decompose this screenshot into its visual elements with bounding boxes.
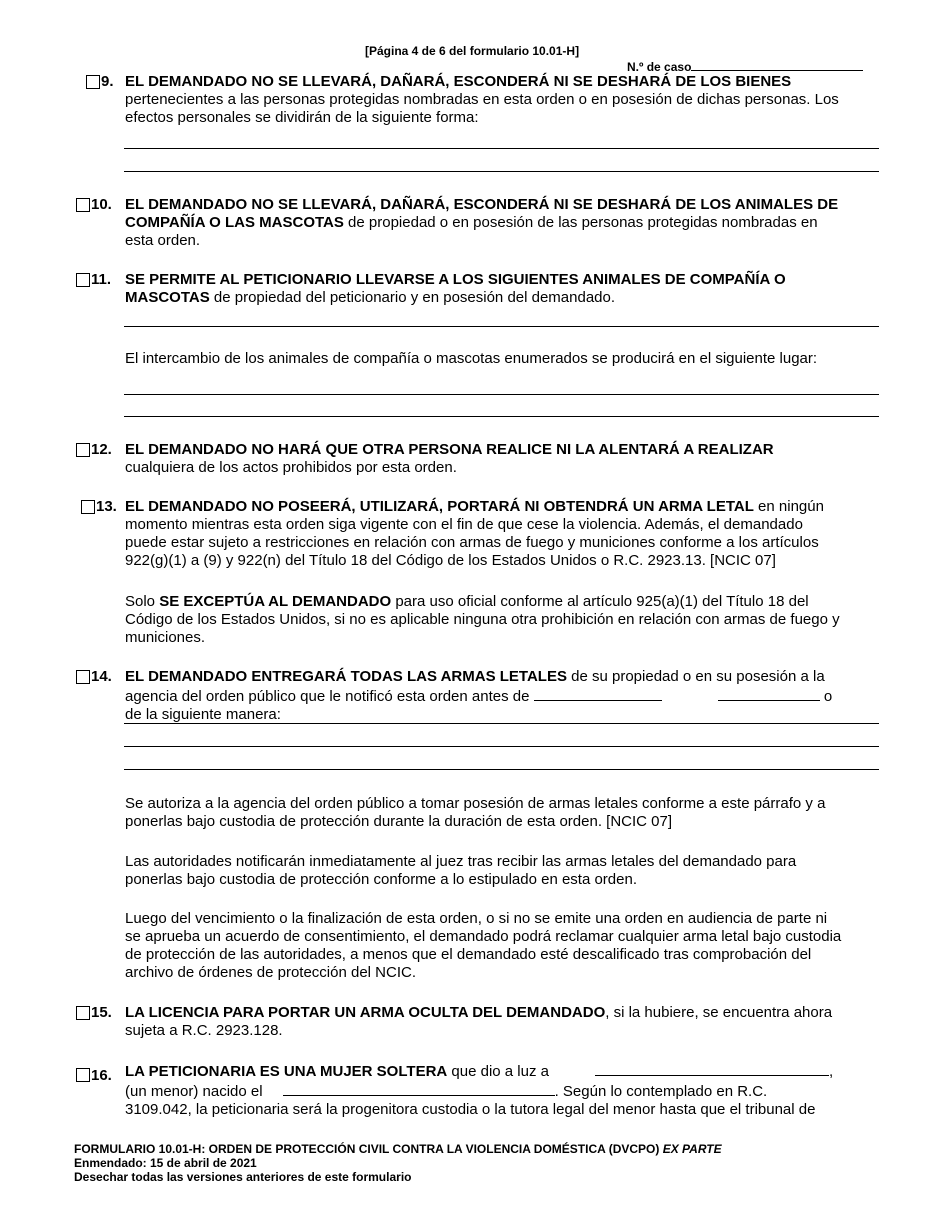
checkbox-item-10[interactable] — [76, 198, 90, 212]
item-9-line-2[interactable] — [124, 171, 879, 172]
footer-form-title: FORMULARIO 10.01-H: ORDEN DE PROTECCIÓN CIVIL CONTRA LA VIOLENCIA DOMÉSTICA (DVCPO) EX PARTE — [74, 1142, 722, 1156]
footer-amended-date: Enmendado: 15 de abril de 2021 — [74, 1156, 257, 1170]
footer-discard-note: Desechar todas las versiones anteriores de este formulario — [74, 1170, 412, 1184]
item-11-number: 11. — [91, 271, 112, 288]
item-10-text: EL DEMANDADO NO SE LLEVARÁ, DAÑARÁ, ESCONDERÁ NI SE DESHARÁ DE LOS ANIMALES DE COMPAÑÍA O LAS MASCOTAS de propiedad o en posesión de las personas protegidas nombradas en esta orden. — [125, 196, 839, 249]
item-14-notification-text: Las autoridades notificarán inmediatamente al juez tras recibir las armas letales del demandado para ponerlas bajo custodia de protección conforme a lo estipulado en esta orden. — [125, 853, 797, 888]
item-11-pets-line[interactable] — [124, 326, 879, 327]
item-12-text: EL DEMANDADO NO HARÁ QUE OTRA PERSONA REALICE NI LA ALENTARÁ A REALIZAR cualquiera de los actos prohibidos por esta orden. — [125, 441, 774, 476]
checkbox-item-12[interactable] — [76, 443, 90, 457]
case-number-label: N.º de caso — [627, 58, 863, 74]
item-14-date-field[interactable] — [534, 686, 662, 701]
item-14-authorization-text: Se autoriza a la agencia del orden público a tomar posesión de armas letales conforme a este párrafo y a ponerlas bajo custodia de protección durante la duración de esta orden. [NCIC 07] — [125, 795, 826, 830]
item-16-child-name-field[interactable] — [595, 1061, 829, 1076]
item-11-place-line-2[interactable] — [124, 416, 879, 417]
item-13-number: 13. — [96, 498, 117, 515]
item-14-number: 14. — [91, 668, 112, 685]
item-14-expiration-text: Luego del vencimiento o la finalización de esta orden, o si no se emite una orden en audiencia de parte ni se aprueba un acuerdo de consentimiento, el demandado podrá reclamar cualquier arma letal bajo custodia de protección de las autoridades, a menos que el demandado esté descalificado tras comprobación del archivo de órdenes de protección del NCIC. — [125, 910, 842, 981]
item-12-number: 12. — [91, 441, 112, 458]
item-9-number: 9. — [101, 73, 114, 90]
item-14-text: EL DEMANDADO ENTREGARÁ TODAS LAS ARMAS LETALES de su propiedad o en su posesión a la agencia del orden público que le notificó esta orden antes de o de la siguiente manera: — [125, 668, 833, 723]
page-number-label: [Página 4 de 6 del formulario 10.01-H] — [365, 44, 580, 58]
item-16-text: LA PETICIONARIA ES UNA MUJER SOLTERA que dio a luz a , (un menor) nacido el . Según lo contemplado en R.C. 3109.042, la peticionaria será la progenitora custodia o la tutora legal del menor hasta que el tribunal de — [125, 1063, 834, 1118]
form-footer — [74, 1142, 722, 1184]
checkbox-item-13[interactable] — [81, 500, 95, 514]
item-15-text: LA LICENCIA PARA PORTAR UN ARMA OCULTA DEL DEMANDADO, si la hubiere, se encuentra ahora sujeta a R.C. 2923.128. — [125, 1004, 833, 1039]
item-10-number: 10. — [91, 196, 112, 213]
item-14-manner-line-1[interactable] — [124, 723, 879, 724]
item-13-text: EL DEMANDADO NO POSEERÁ, UTILIZARÁ, PORTARÁ NI OBTENDRÁ UN ARMA LETAL en ningún momento mientras esta orden siga vigente con el fin de que cese la violencia. Además, el demandado puede estar sujeto a restricciones en relación con armas de fuego y municiones conforme a los artículos 922(g)(1) a (9) y 922(n) del Título 18 del Código de los Estados Unidos o R.C. 2923.13. [NCIC 07] — [125, 498, 824, 569]
item-15-number: 15. — [91, 1004, 112, 1021]
item-16-number: 16. — [91, 1067, 112, 1084]
item-13-exception-text: Solo SE EXCEPTÚA AL DEMANDADO para uso oficial conforme al artículo 925(a)(1) del Título 18 del Código de los Estados Unidos, si no es aplicable ninguna otra prohibición en relación con armas de fuego y municiones. — [125, 593, 840, 646]
item-11-text: SE PERMITE AL PETICIONARIO LLEVARSE A LOS SIGUIENTES ANIMALES DE COMPAÑÍA O MASCOTAS de propiedad del peticionario y en posesión del demandado. — [125, 271, 786, 306]
case-number-field[interactable] — [691, 58, 863, 71]
checkbox-item-9[interactable] — [86, 75, 100, 89]
item-9-text: EL DEMANDADO NO SE LLEVARÁ, DAÑARÁ, ESCONDERÁ NI SE DESHARÁ DE LOS BIENES pertenecientes a las personas protegidas nombradas en esta orden o en posesión de dichas personas. Los efectos personales se dividirán de la siguiente forma: — [125, 73, 839, 126]
item-14-time-field[interactable] — [718, 686, 820, 701]
item-9-line-1[interactable] — [124, 148, 879, 149]
item-14-manner-line-3[interactable] — [124, 769, 879, 770]
checkbox-item-14[interactable] — [76, 670, 90, 684]
item-11-place-line-1[interactable] — [124, 394, 879, 395]
item-11-exchange-text: El intercambio de los animales de compañía o mascotas enumerados se producirá en el siguiente lugar: — [125, 350, 818, 367]
checkbox-item-15[interactable] — [76, 1006, 90, 1020]
checkbox-item-16[interactable] — [76, 1068, 90, 1082]
checkbox-item-11[interactable] — [76, 273, 90, 287]
item-16-birth-date-field[interactable] — [283, 1081, 555, 1096]
item-14-manner-line-2[interactable] — [124, 746, 879, 747]
